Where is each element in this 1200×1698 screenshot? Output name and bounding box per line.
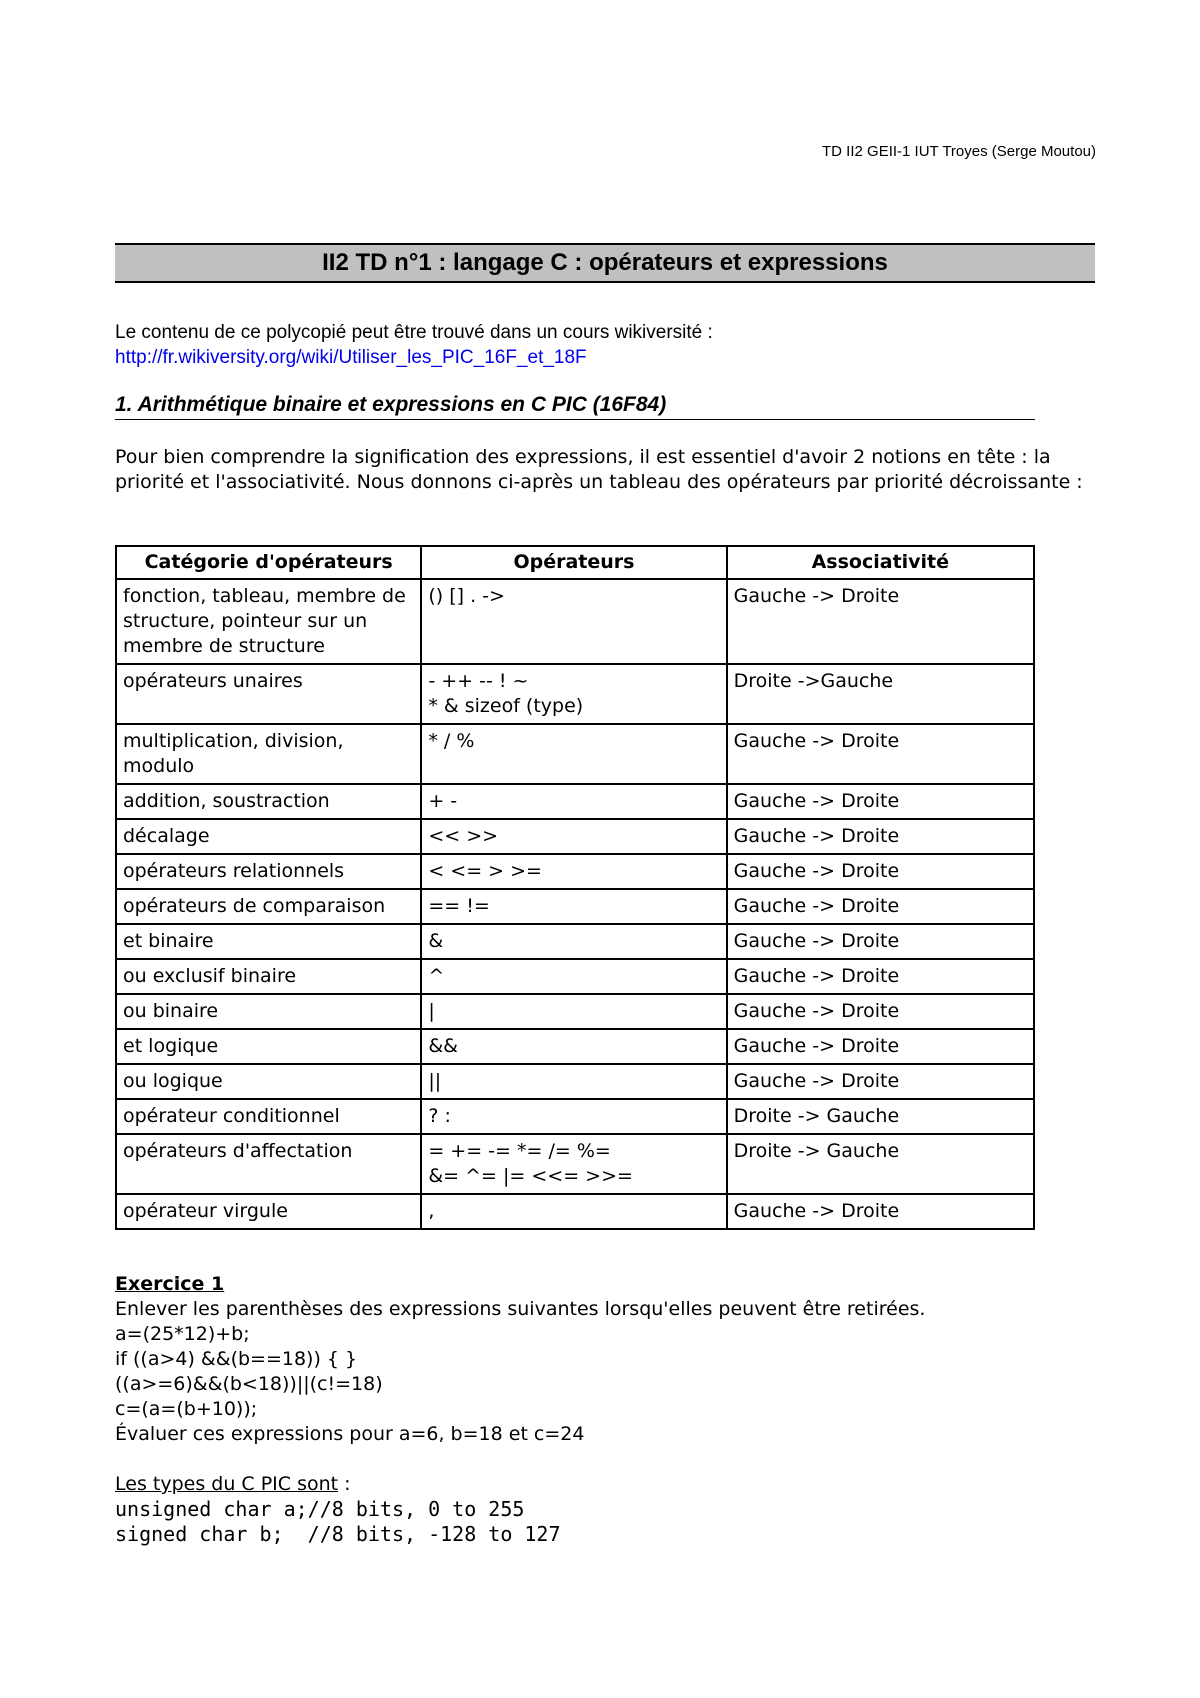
header-associativity: Associativité: [727, 546, 1034, 579]
expression-line: c=(a=(b+10));: [115, 1398, 258, 1420]
cell-category: opérateurs d'affectation: [116, 1134, 421, 1194]
cell-associativity: Gauche -> Droite: [727, 724, 1034, 784]
cell-operators: << >>: [421, 819, 726, 854]
types-heading: [115, 1472, 925, 1497]
expression-line: a=(25*12)+b;: [115, 1323, 250, 1345]
cell-operators: |: [421, 994, 726, 1029]
table-row: [116, 1029, 1034, 1064]
table-row: [116, 1194, 1034, 1229]
cell-category: opérateurs unaires: [116, 664, 421, 724]
types-title-suffix: :: [338, 1473, 351, 1495]
cell-associativity: Gauche -> Droite: [727, 959, 1034, 994]
section-paragraph: Pour bien comprendre la signification des expressions, il est essentiel d'avoir 2 notions en tête : la priorité et l'associativité. Nous donnons ci-après un tableau des opérateurs par priorité décroissante :: [115, 446, 1083, 493]
expression-line: if ((a>4) &&(b==18)) { }: [115, 1348, 358, 1370]
header-operators: Opérateurs: [421, 546, 726, 579]
cell-category: opérateur conditionnel: [116, 1099, 421, 1134]
intro-block: [115, 320, 713, 370]
cell-category: ou binaire: [116, 994, 421, 1029]
cell-associativity: Droite -> Gauche: [727, 1099, 1034, 1134]
code-line: signed char b; //8 bits, -128 to 127: [115, 1522, 561, 1546]
cell-category: ou logique: [116, 1064, 421, 1099]
running-header: TD II2 GEII-1 IUT Troyes (Serge Moutou): [822, 143, 1096, 160]
table-row: [116, 1064, 1034, 1099]
cell-associativity: Gauche -> Droite: [727, 1064, 1034, 1099]
cell-operators: () [] . ->: [421, 579, 726, 664]
table-row: [116, 579, 1034, 664]
cell-operators: ^: [421, 959, 726, 994]
table-row: [116, 784, 1034, 819]
cell-operators: * / %: [421, 724, 726, 784]
cell-associativity: Gauche -> Droite: [727, 784, 1034, 819]
cell-category: décalage: [116, 819, 421, 854]
cell-operators: - ++ -- ! ~ * & sizeof (type): [421, 664, 726, 724]
table-row: [116, 959, 1034, 994]
header-category: Catégorie d'opérateurs: [116, 546, 421, 579]
table-row: [116, 1134, 1034, 1194]
cell-category: et binaire: [116, 924, 421, 959]
table-row: [116, 1099, 1034, 1134]
table-row: [116, 664, 1034, 724]
table-row: [116, 819, 1034, 854]
cell-operators: + -: [421, 784, 726, 819]
wikiversity-link[interactable]: http://fr.wikiversity.org/wiki/Utiliser_les_PIC_16F_et_18F: [115, 347, 587, 368]
table-row: [116, 724, 1034, 784]
cell-operators: == !=: [421, 889, 726, 924]
cell-category: addition, soustraction: [116, 784, 421, 819]
expression-line: ((a>=6)&&(b<18))||(c!=18): [115, 1373, 383, 1395]
cell-category: opérateurs de comparaison: [116, 889, 421, 924]
title-banner: [115, 243, 1095, 283]
table-row: [116, 924, 1034, 959]
cell-operators: &&: [421, 1029, 726, 1064]
cell-associativity: Gauche -> Droite: [727, 819, 1034, 854]
cell-operators: ? :: [421, 1099, 726, 1134]
cell-associativity: Gauche -> Droite: [727, 579, 1034, 664]
cell-associativity: Gauche -> Droite: [727, 994, 1034, 1029]
cell-associativity: Gauche -> Droite: [727, 1194, 1034, 1229]
cell-category: opérateur virgule: [116, 1194, 421, 1229]
table-row: [116, 889, 1034, 924]
cell-operators: ,: [421, 1194, 726, 1229]
exercise-block: [115, 1272, 925, 1547]
intro-text: Le contenu de ce polycopié peut être trouvé dans un cours wikiversité :: [115, 322, 713, 343]
section-title: 1. Arithmétique binaire et expressions en C PIC (16F84): [115, 393, 1035, 420]
cell-category: multiplication, division, modulo: [116, 724, 421, 784]
cell-associativity: Droite ->Gauche: [727, 664, 1034, 724]
cell-associativity: Gauche -> Droite: [727, 924, 1034, 959]
operators-table: [115, 545, 1035, 1230]
types-title: Les types du C PIC sont: [115, 1473, 339, 1495]
cell-associativity: Droite -> Gauche: [727, 1134, 1034, 1194]
cell-category: fonction, tableau, membre de structure, pointeur sur un membre de structure: [116, 579, 421, 664]
code-line: unsigned char a;//8 bits, 0 to 255: [115, 1497, 525, 1521]
cell-category: ou exclusif binaire: [116, 959, 421, 994]
evaluate-text: Évaluer ces expressions pour a=6, b=18 et c=24: [115, 1423, 585, 1445]
cell-operators: < <= > >=: [421, 854, 726, 889]
cell-associativity: Gauche -> Droite: [727, 854, 1034, 889]
page-title: II2 TD n°1 : langage C : opérateurs et expressions: [322, 249, 888, 276]
table-header-row: [116, 546, 1034, 579]
cell-associativity: Gauche -> Droite: [727, 889, 1034, 924]
cell-category: opérateurs relationnels: [116, 854, 421, 889]
exercise-title: Exercice 1: [115, 1273, 225, 1295]
table-row: [116, 994, 1034, 1029]
cell-category: et logique: [116, 1029, 421, 1064]
exercise-instruction: Enlever les parenthèses des expressions suivantes lorsqu'elles peuvent être retirées.: [115, 1298, 926, 1320]
cell-operators: &: [421, 924, 726, 959]
cell-associativity: Gauche -> Droite: [727, 1029, 1034, 1064]
cell-operators: = += -= *= /= %= &= ^= |= <<= >>=: [421, 1134, 726, 1194]
cell-operators: ||: [421, 1064, 726, 1099]
table-row: [116, 854, 1034, 889]
